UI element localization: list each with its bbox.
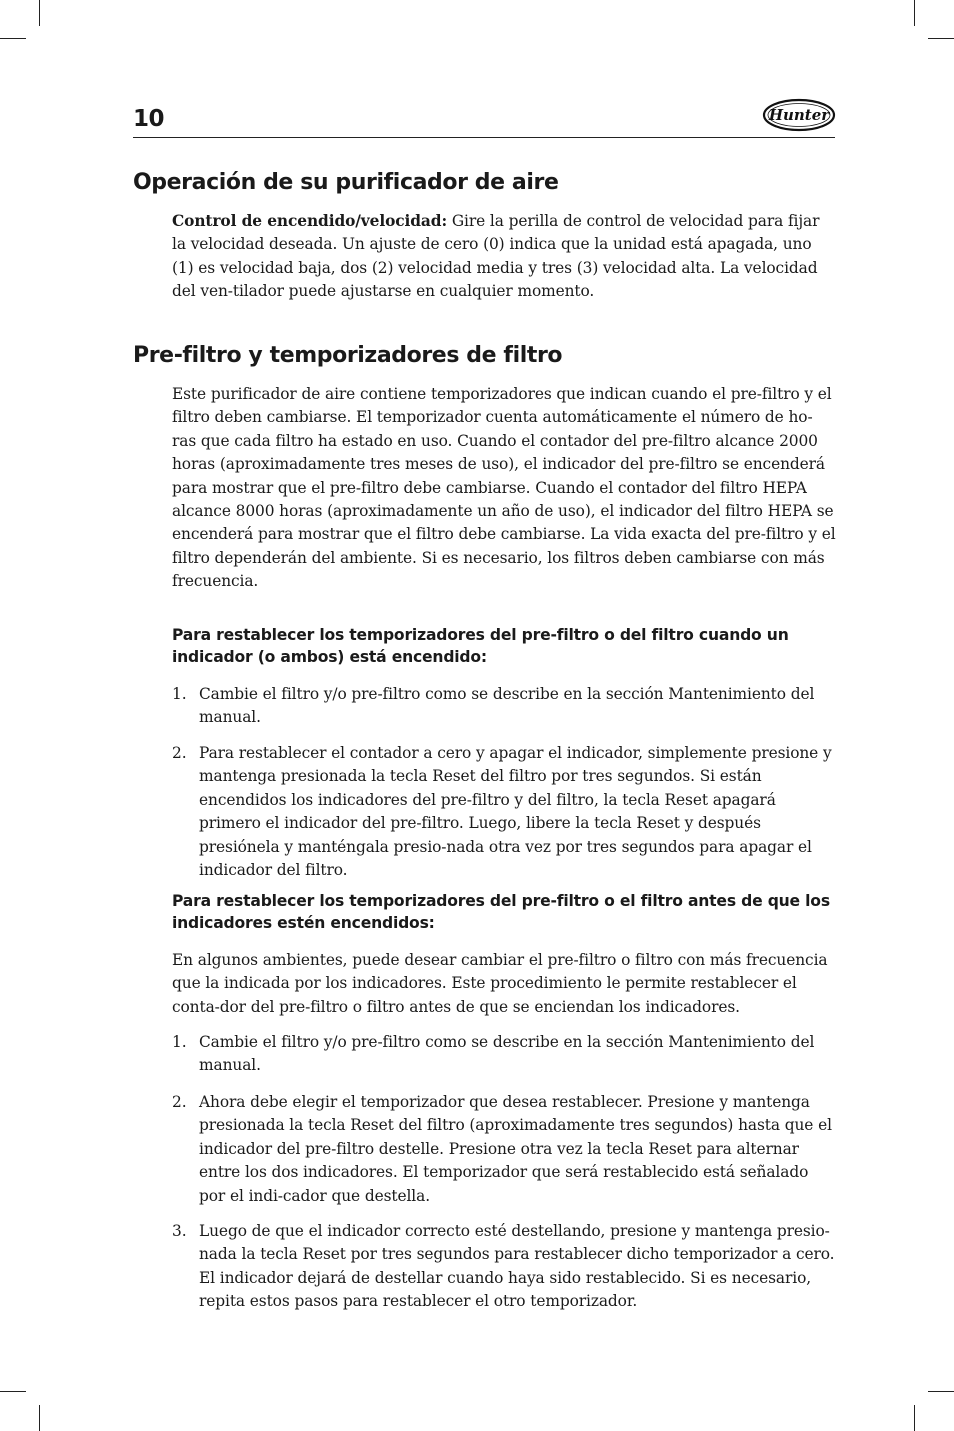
crop-mark-bottom-right-v [914,1405,915,1431]
crop-mark-bottom-left-v [39,1405,40,1431]
list-item-number: 2. [172,744,187,762]
subhead-reset-when-lit: Para restablecer los temporizadores del pre-filtro o del filtro cuando un indicador (o ambos) está encendido: [172,626,789,666]
list-item [172,1031,836,1078]
crop-mark-top-left-h [0,38,26,39]
list-item-number: 3. [172,1222,187,1240]
speed-control-text: Gire la perilla de control de velocidad para fijar la velocidad deseada. Un ajuste de cero (0) indica que la unidad está apagada, uno (1) es velocidad baja, dos (2) velocidad media y tres (3) velocidad alta. La velocidad del ven-tilador puede ajustarse en cualquier momento. [172,212,820,301]
list-item-number: 1. [172,685,187,703]
filter-timers-intro: Este purificador de aire contiene temporizadores que indican cuando el pre-filtro y el filtro deben cambiarse. El temporizador cuenta automáticamente el número de ho-ras que cada filtro ha estado en uso. Cuando el contador del pre-filtro alcance 2000 horas (aproximadamente tres meses de uso), el indicador del pre-filtro se encenderá para mostrar que el pre-filtro debe cambiarse. Cuando el contador del filtro HEPA alcance 8000 horas (aproximadamente un año de uso), el indicador del filtro HEPA se encenderá para mostrar que el filtro debe cambiarse. La vida exacta del pre-filtro y el filtro dependerán del ambiente. Si es necesario, los filtros deben cambiarse con más frecuencia. [172,385,836,591]
list-item-text: Ahora debe elegir el temporizador que desea restablecer. Presione y mantenga presionada la tecla Reset del filtro (aproximadamente tres segundos) hasta que el indicador del pre-filtro destelle. Presione otra vez la tecla Reset para alternar entre los dos indicadores. El temporizador que será restablecido está señalado por el indi-cador que destella. [199,1093,832,1205]
speed-control-lead: Control de encendido/velocidad: [172,212,448,230]
list-item-text: Cambie el filtro y/o pre-filtro como se describe en la sección Mantenimiento del manual. [199,685,815,727]
crop-mark-top-left-v [39,0,40,26]
header-divider [133,137,835,138]
page-number: 10 [133,106,165,132]
crop-mark-top-right-h [928,38,954,39]
reset-before-lit-intro: En algunos ambientes, puede desear cambiar el pre-filtro o filtro con más frecuencia que la indicada por los indicadores. Este procedimiento le permite restablecer el conta-dor del pre-filtro o filtro antes de que se enciendan los indicadores. [172,951,828,1016]
list-item-number: 1. [172,1033,187,1051]
speed-control-paragraph [172,210,836,304]
subhead-reset-before-lit: Para restablecer los temporizadores del pre-filtro o el filtro antes de que los indicadores estén encendidos: [172,892,830,932]
section-title-filter-timers: Pre-filtro y temporizadores de filtro [133,343,563,368]
list-item [172,1091,836,1208]
crop-mark-top-right-v [914,0,915,26]
list-item-text: Para restablecer el contador a cero y apagar el indicador, simplemente presione y mantenga presionada la tecla Reset del filtro por tres segundos. Si están encendidos los indicadores del pre-filtro y del filtro, la tecla Reset apagará primero el indicador del pre-filtro. Luego, libere la tecla Reset y después presiónela y manténgala presio-nada otra vez por tres segundos para apagar el indicador del filtro. [199,744,832,880]
logo-wordmark: Hunter [768,106,830,124]
list-item-number: 2. [172,1093,187,1111]
list-item [172,683,836,730]
hunter-logo-icon [762,96,836,134]
list-item [172,1220,836,1314]
section-title-operation: Operación de su purificador de aire [133,170,559,195]
list-item [172,742,836,882]
crop-mark-bottom-left-h [0,1391,26,1392]
crop-mark-bottom-right-h [928,1391,954,1392]
list-item-text: Luego de que el indicador correcto esté destellando, presione y mantenga presio-nada la tecla Reset por tres segundos para restablecer dicho temporizador a cero. El indicador dejará de destellar cuando haya sido restablecido. Si es necesario, repita estos pasos para restablecer el otro temporizador. [199,1222,835,1311]
list-item-text: Cambie el filtro y/o pre-filtro como se describe en la sección Mantenimiento del manual. [199,1033,815,1075]
